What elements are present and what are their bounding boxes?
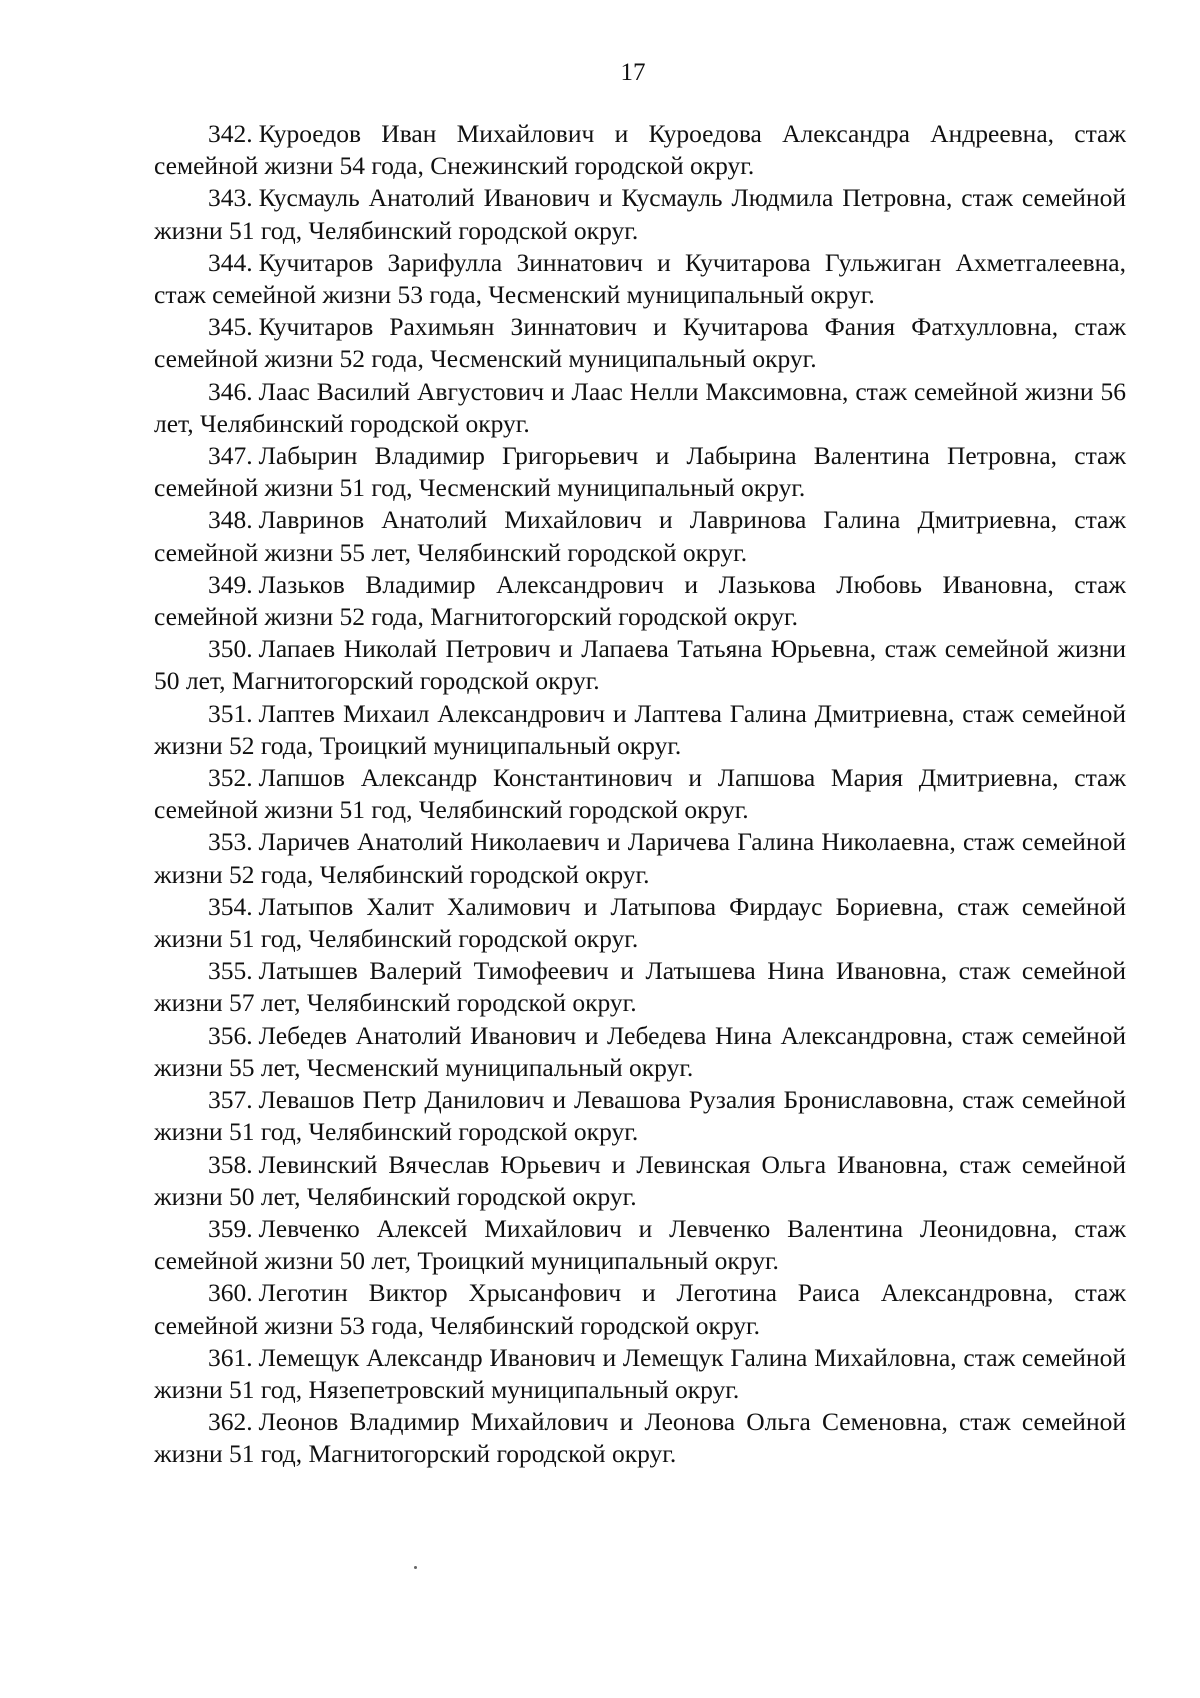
entry-text: Куроедов Иван Михайлович и Куроедова Александра Андреевна, стаж семейной жизни 54 года, Снежинский городской округ.	[154, 119, 1126, 181]
entry-number: 348.	[208, 505, 253, 535]
entry-text: Латышев Валерий Тимофеевич и Латышева Нина Ивановна, стаж семейной жизни 57 лет, Челябинский городской округ.	[154, 956, 1126, 1018]
entry-text: Ларичев Анатолий Николаевич и Ларичева Галина Николаевна, стаж семейной жизни 52 года, Челябинский городской округ.	[154, 827, 1126, 889]
entry-number: 353.	[208, 827, 253, 857]
entry-text: Левашов Петр Данилович и Левашова Рузалия Брониславовна, стаж семейной жизни 51 год, Челябинский городской округ.	[154, 1085, 1126, 1147]
list-item	[154, 440, 1126, 504]
entry-text: Лапшов Александр Константинович и Лапшова Мария Дмитриевна, стаж семейной жизни 51 год, Челябинский городской округ.	[154, 763, 1126, 825]
list-item	[154, 633, 1126, 697]
entry-text: Лебедев Анатолий Иванович и Лебедева Нина Александровна, стаж семейной жизни 55 лет, Чесменский муниципальный округ.	[154, 1020, 1126, 1082]
list-item	[154, 1084, 1126, 1148]
entry-number: 349.	[208, 569, 253, 599]
list-item	[154, 1213, 1126, 1277]
list-item	[154, 1406, 1126, 1470]
entry-text: Лаас Василий Августович и Лаас Нелли Максимовна, стаж семейной жизни 56 лет, Челябинский городской округ.	[154, 376, 1126, 438]
list-item	[154, 955, 1126, 1019]
entry-number: 361.	[208, 1342, 253, 1372]
entry-number: 350.	[208, 634, 253, 664]
list-item	[154, 504, 1126, 568]
list-item	[154, 698, 1126, 762]
entry-text: Кучитаров Рахимьян Зиннатович и Кучитарова Фания Фатхулловна, стаж семейной жизни 52 года, Чесменский муниципальный округ.	[154, 312, 1126, 374]
entry-number: 344.	[208, 247, 253, 277]
list-item	[154, 891, 1126, 955]
entry-text: Кусмауль Анатолий Иванович и Кусмауль Людмила Петровна, стаж семейной жизни 51 год, Челябинский городской округ.	[154, 183, 1126, 245]
list-item	[154, 118, 1126, 182]
entry-text: Леготин Виктор Хрысанфович и Леготина Раиса Александровна, стаж семейной жизни 53 года, Челябинский городской округ.	[154, 1278, 1126, 1340]
list-item	[154, 182, 1126, 246]
entry-number: 356.	[208, 1020, 253, 1050]
list-item	[154, 247, 1126, 311]
entry-number: 347.	[208, 441, 253, 471]
entry-number: 359.	[208, 1213, 253, 1243]
entry-number: 352.	[208, 763, 253, 793]
entry-text: Лемещук Александр Иванович и Лемещук Галина Михайловна, стаж семейной жизни 51 год, Нязепетровский муниципальный округ.	[154, 1342, 1126, 1404]
entry-number: 351.	[208, 698, 253, 728]
list-item	[154, 762, 1126, 826]
entry-text: Левинский Вячеслав Юрьевич и Левинская Ольга Ивановна, стаж семейной жизни 50 лет, Челябинский городской округ.	[154, 1149, 1126, 1211]
list-item	[154, 1020, 1126, 1084]
entry-text: Латыпов Халит Халимович и Латыпова Фирдаус Бориевна, стаж семейной жизни 51 год, Челябинский городской округ.	[154, 891, 1126, 954]
page-number: 17	[620, 59, 646, 86]
entry-text: Лапаев Николай Петрович и Лапаева Татьяна Юрьевна, стаж семейной жизни 50 лет, Магнитогорский городской округ.	[154, 634, 1126, 696]
list-item	[154, 1277, 1126, 1341]
list-item	[154, 826, 1126, 890]
list-item	[154, 1149, 1126, 1213]
entry-number: 357.	[208, 1085, 253, 1115]
entry-number: 358.	[208, 1149, 253, 1179]
entry-number: 343.	[208, 183, 253, 213]
entry-text: Леонов Владимир Михайлович и Леонова Ольга Семеновна, стаж семейной жизни 51 год, Магнитогорский городской округ.	[154, 1407, 1126, 1469]
entry-text: Лабырин Владимир Григорьевич и Лабырина Валентина Петровна, стаж семейной жизни 51 год, Чесменский муниципальный округ.	[154, 441, 1126, 503]
entry-number: 360.	[208, 1278, 253, 1308]
list-item	[154, 376, 1126, 440]
entry-number: 362.	[208, 1407, 253, 1437]
entry-text: Левченко Алексей Михайлович и Левченко Валентина Леонидовна, стаж семейной жизни 50 лет, Троицкий муниципальный округ.	[154, 1213, 1126, 1276]
entry-number: 354.	[208, 891, 253, 921]
entry-number: 345.	[208, 312, 253, 342]
entry-text: Лазьков Владимир Александрович и Лазькова Любовь Ивановна, стаж семейной жизни 52 года, Магнитогорский городской округ.	[154, 569, 1126, 632]
scan-speck	[414, 1566, 417, 1569]
entry-text: Лавринов Анатолий Михайлович и Лавринова Галина Дмитриевна, стаж семейной жизни 55 лет, Челябинский городской округ.	[154, 505, 1126, 567]
entry-number: 342.	[208, 119, 253, 148]
list-item	[154, 1342, 1126, 1406]
entry-number: 346.	[208, 376, 253, 406]
list-item	[154, 569, 1126, 633]
list-item	[154, 311, 1126, 375]
entry-list	[154, 118, 1126, 1471]
entry-text: Лаптев Михаил Александрович и Лаптева Галина Дмитриевна, стаж семейной жизни 52 года, Троицкий муниципальный округ.	[154, 698, 1126, 760]
entry-text: Кучитаров Зарифулла Зиннатович и Кучитарова Гульжиган Ахметгалеевна, стаж семейной жизни 53 года, Чесменский муниципальный округ.	[154, 247, 1126, 310]
entry-number: 355.	[208, 956, 253, 986]
